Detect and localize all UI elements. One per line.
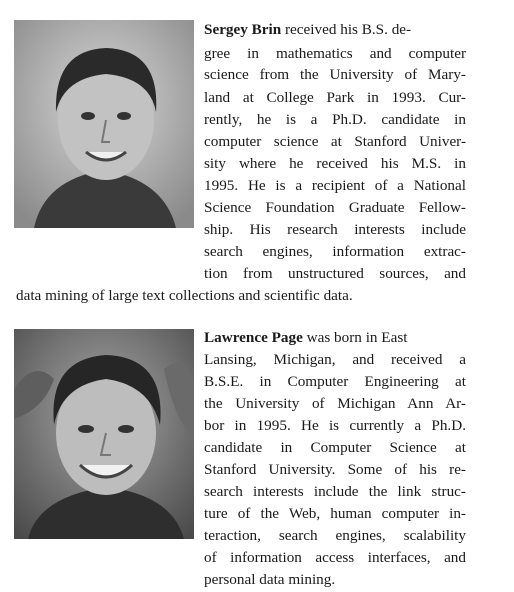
bio-line: computer science at Stanford Univer-: [204, 133, 466, 150]
bio-line: bor in 1995. He is currently a Ph.D.: [204, 417, 466, 434]
bio-line: 1995. He is a recipient of a National: [204, 177, 466, 194]
author-name: Lawrence Page: [204, 329, 303, 346]
photo-lawrence-page: [14, 329, 194, 539]
bio-text: received his B.S. de-: [281, 21, 412, 38]
bio-line: search engines, information extrac-: [204, 243, 466, 260]
bio-line: gree in mathematics and computer: [204, 45, 466, 62]
bio-line: search interests include the link struc-: [204, 483, 466, 500]
bio-line: of information access interfaces, and: [204, 549, 466, 566]
bio-text: was born in East: [302, 329, 408, 346]
bio-line: sity where he received his M.S. in: [204, 155, 466, 172]
bio-line: tion from unstructured sources, and: [204, 265, 466, 282]
portrait-image-brin: [14, 20, 194, 228]
bio-lawrence-page: [0, 315, 514, 592]
bio-line: land at College Park in 1993. Cur-: [204, 89, 466, 106]
author-name: Sergey Brin: [204, 21, 282, 38]
bio-line: the University of Michigan Ann Ar-: [204, 395, 466, 412]
bio-line: [204, 19, 466, 41]
bio-line: data mining of large text collections and scientific data.: [16, 287, 353, 304]
bio-line: ship. His research interests include: [204, 221, 466, 238]
bio-line: rently, he is a Ph.D. candidate in: [204, 111, 466, 128]
bio-line: personal data mining.: [204, 571, 336, 588]
bio-line: Lansing, Michigan, and received a: [204, 351, 466, 368]
bio-line: Science Foundation Graduate Fellow-: [204, 199, 466, 216]
photo-sergey-brin: [14, 20, 194, 228]
bio-line: [204, 327, 466, 349]
bio-line: science from the University of Mary-: [204, 66, 466, 83]
bio-line: Stanford University. Some of his re-: [204, 461, 466, 478]
bio-line: candidate in Computer Science at: [204, 439, 466, 456]
bio-line: B.S.E. in Computer Engineering at: [204, 373, 466, 390]
bio-line: ture of the Web, human computer in-: [204, 505, 466, 522]
bio-line: teraction, search engines, scalability: [204, 527, 466, 544]
portrait-image-page: [14, 329, 194, 539]
